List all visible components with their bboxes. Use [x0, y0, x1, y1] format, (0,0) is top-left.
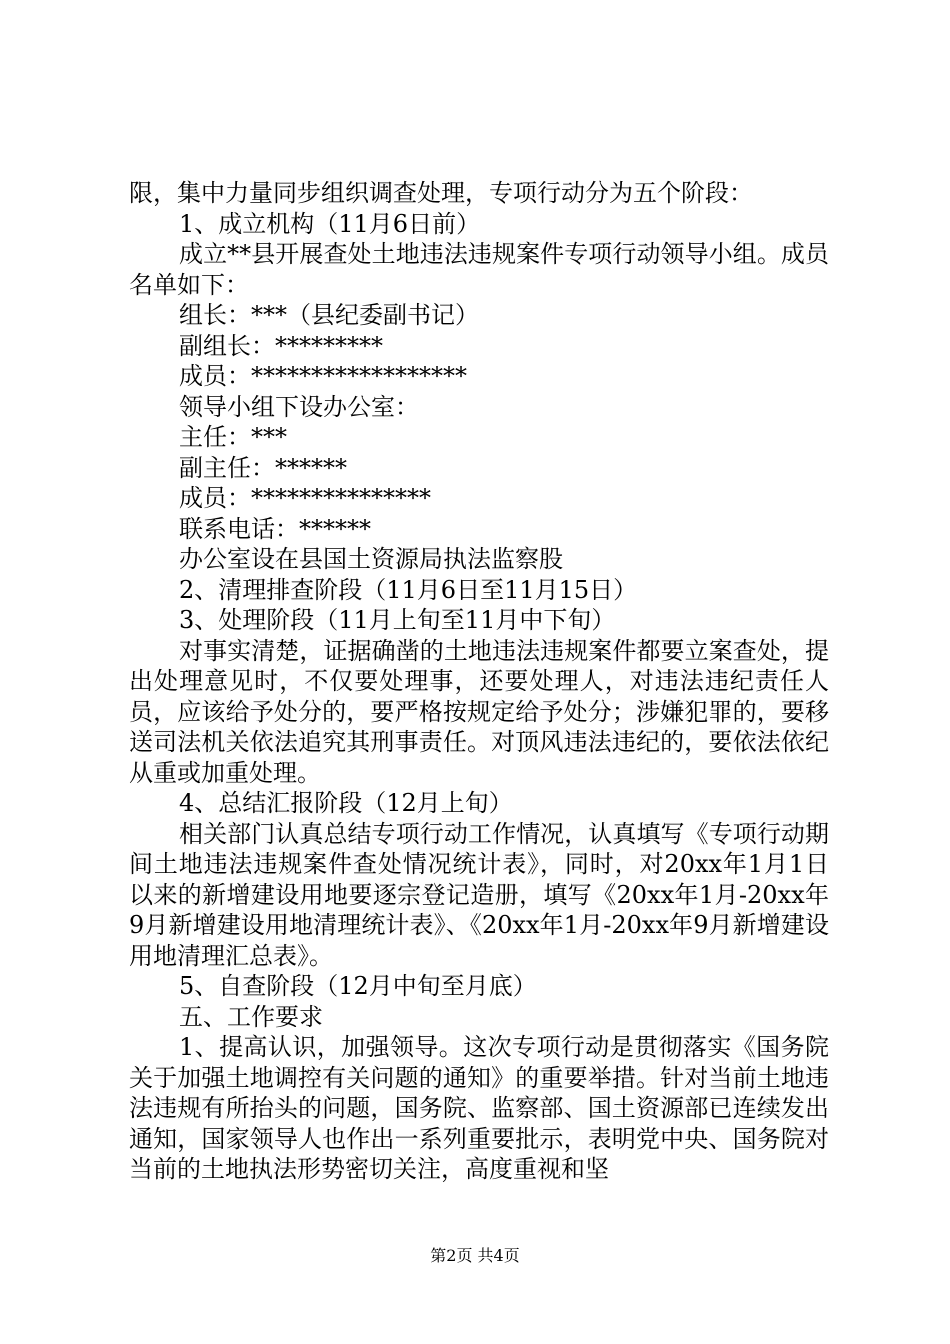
document-paragraph: 联系电话：****** [179, 514, 371, 543]
document-paragraph: 领导小组下设办公室： [179, 392, 419, 421]
document-paragraph: 副组长：********* [179, 331, 383, 360]
document-paragraph: 副主任：****** [179, 453, 347, 482]
document-paragraph: 相关部门认真总结专项行动工作情况，认真填写《专项行动期间土地违法违规案件查处情况统计表》，同时，对20xx年1月1日以来的新增建设用地要逐宗登记造册，填写《20xx年1月-20xx年9月新增建设用地清理统计表》、《20xx年1月-20xx年9月新增建设用地清理汇总表》。 [129, 819, 829, 970]
document-paragraph: 1、成立机构（11月6日前） [179, 209, 481, 238]
page-number-footer: 第2页 共4页 [430, 1246, 520, 1265]
document-paragraph: 五、工作要求 [179, 1002, 323, 1031]
document-paragraph: 4、总结汇报阶段（12月上旬） [179, 789, 513, 817]
document-paragraph: 限，集中力量同步组织调查处理，专项行动分为五个阶段： [129, 179, 753, 207]
document-paragraph: 办公室设在县国土资源局执法监察股 [179, 545, 563, 573]
document-paragraph: 对事实清楚，证据确凿的土地违法违规案件都要立案查处，提出处理意见时，不仅要处理事，还要处理人，对违法违纪责任人员，应该给予处分的，要严格按规定给予处分；涉嫌犯罪的，要移送司法机关依法追究其刑事责任。对顶风违法违纪的，要依法依纪从重或加重处理。 [129, 636, 829, 787]
document-paragraph: 成立**县开展查处土地违法违规案件专项行动领导小组。成员名单如下： [129, 240, 829, 299]
document-body [129, 178, 829, 1185]
document-paragraph: 1、提高认识，加强领导。这次专项行动是贯彻落实《国务院关于加强土地调控有关问题的通知》的重要举措。针对当前土地违法违规有所抬头的问题，国务院、监察部、国土资源部已连续发出通知，国家领导人也作出一系列重要批示，表明党中央、国务院对当前的土地执法形势密切关注，高度重视和坚 [129, 1033, 829, 1183]
document-paragraph: 2、清理排查阶段（11月6日至11月15日） [179, 575, 638, 604]
document-paragraph: 5、自查阶段（12月中旬至月底） [179, 972, 537, 1000]
document-paragraph: 成员：*************** [179, 484, 431, 512]
document-paragraph: 主任：*** [179, 423, 287, 451]
document-paragraph: 3、处理阶段（11月上旬至11月中下旬） [179, 606, 616, 634]
document-paragraph: 组长：***（县纪委副书记） [179, 301, 479, 329]
document-paragraph: 成员：****************** [179, 362, 467, 390]
